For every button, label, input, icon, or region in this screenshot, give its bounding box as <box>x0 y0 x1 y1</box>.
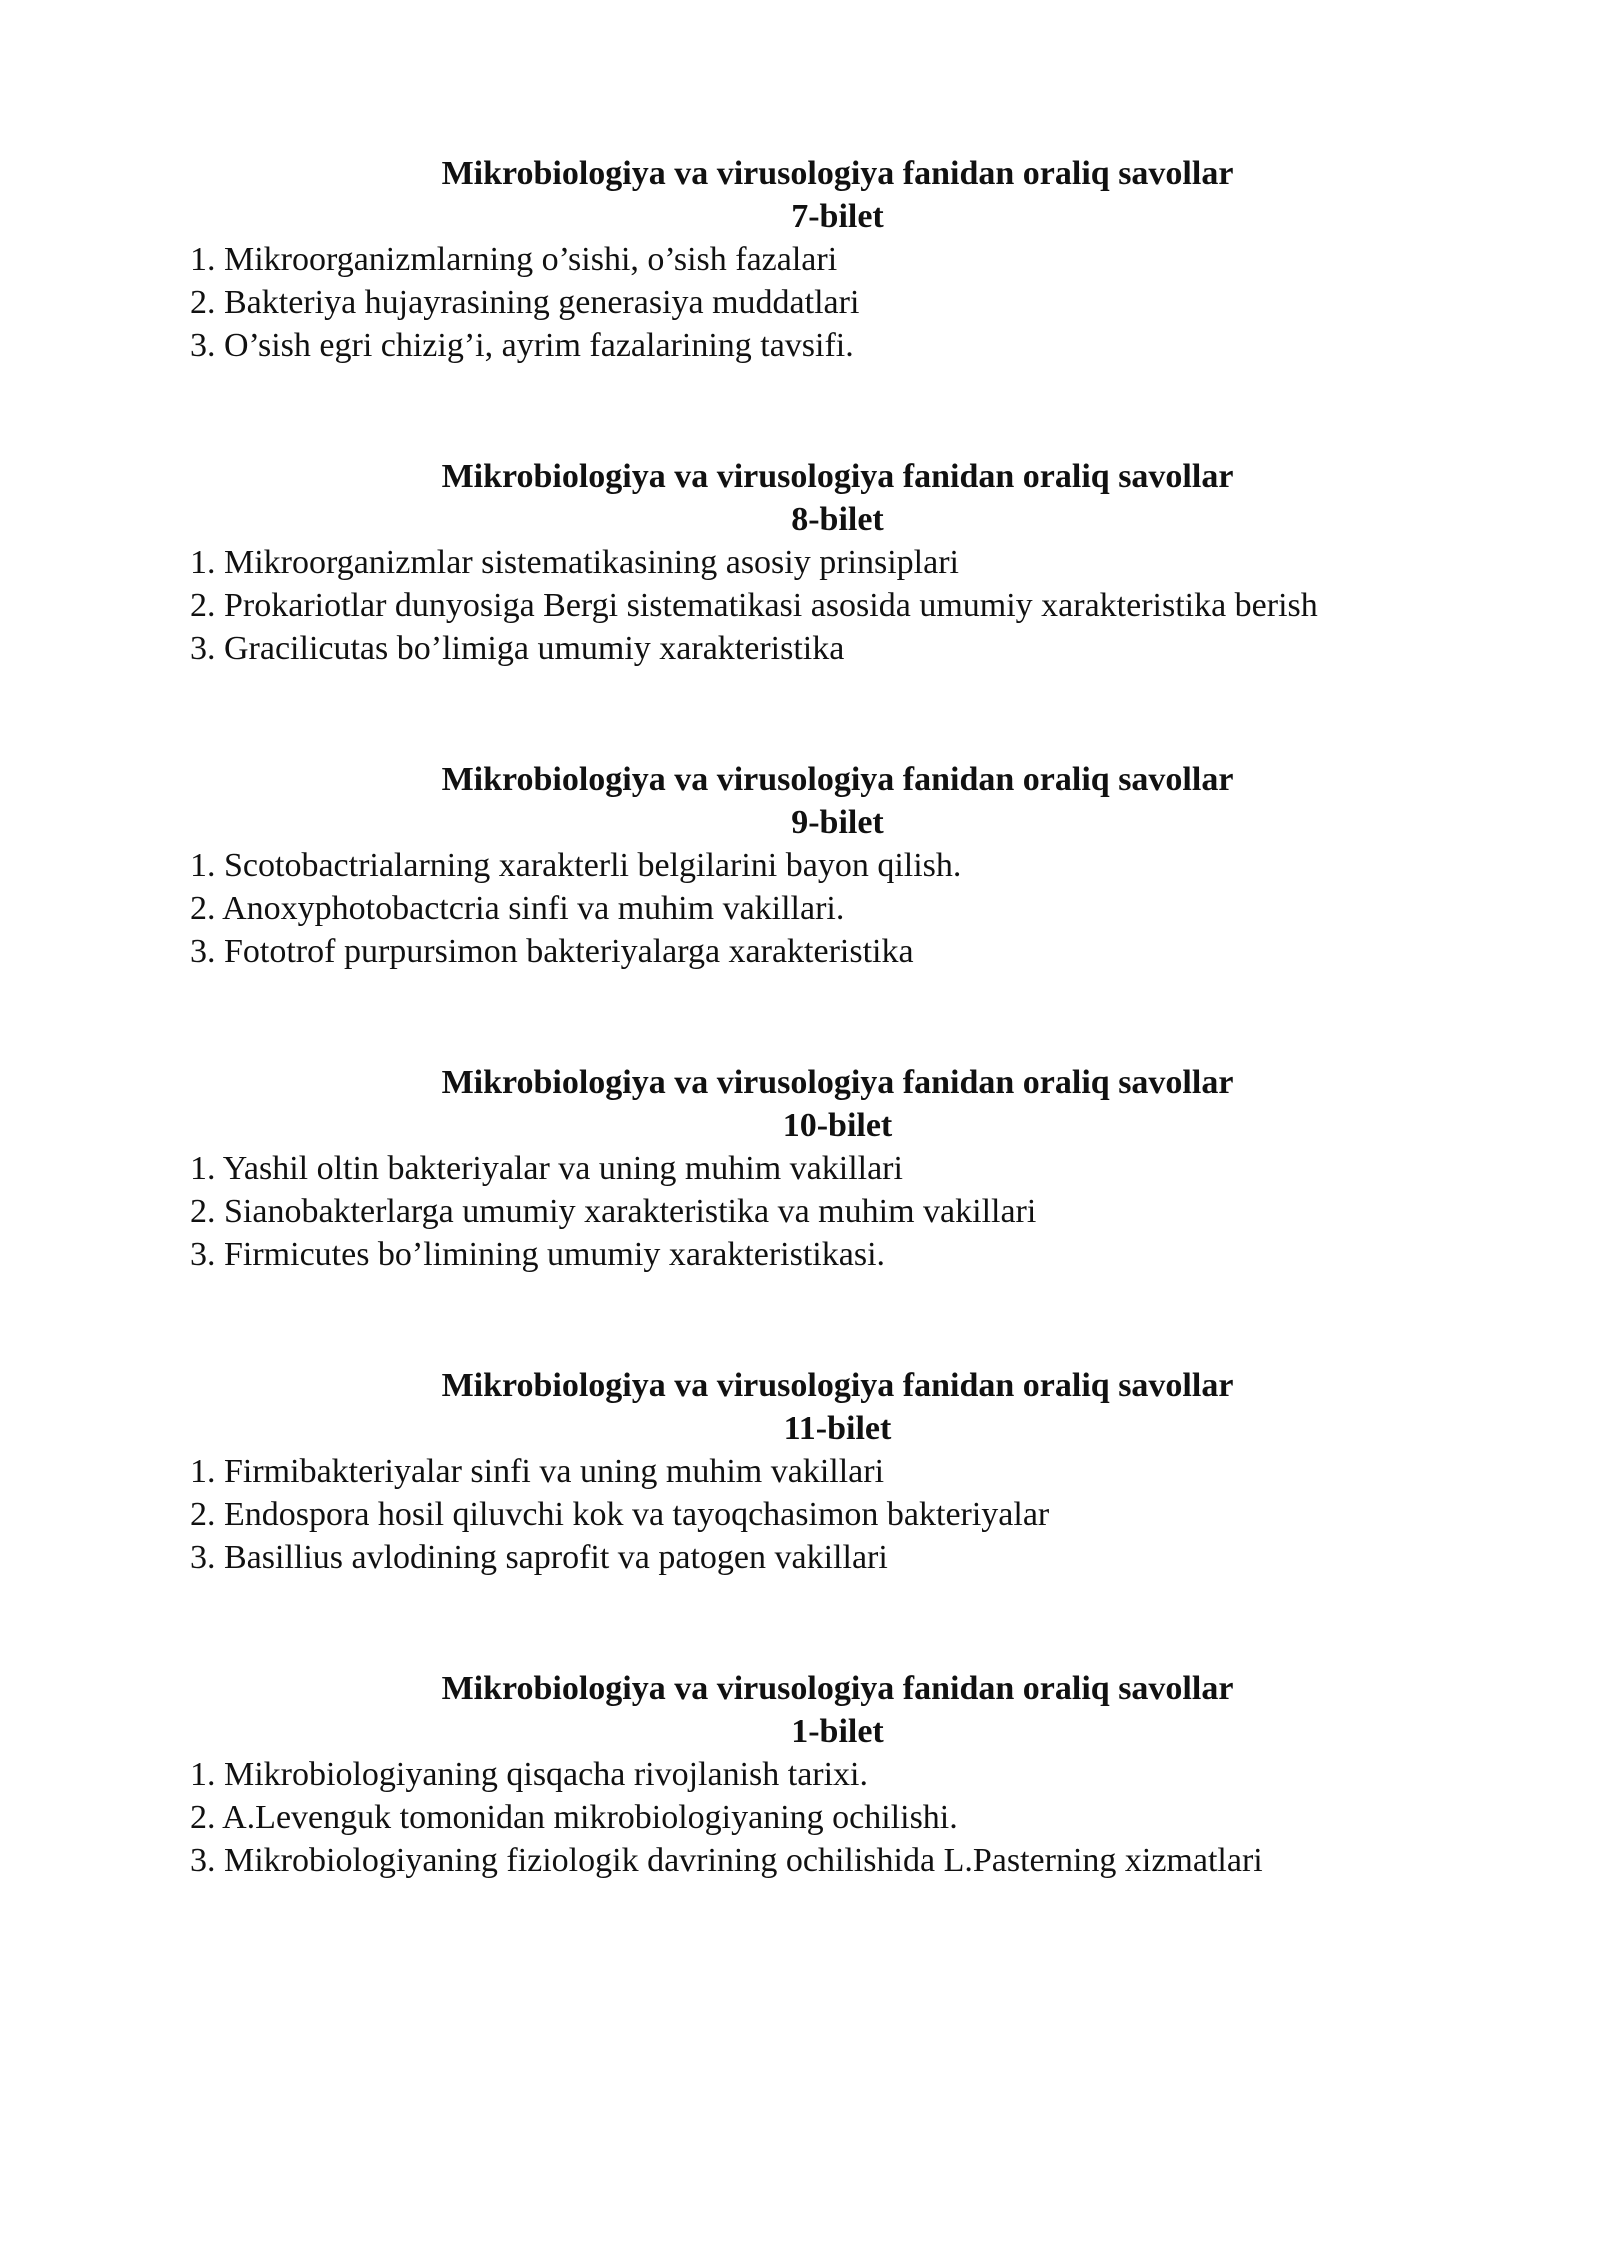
question-item: 3. Basillius avlodining saprofit va patogen vakillari <box>190 1539 888 1576</box>
question-item: 1. Mikroorganizmlar sistematikasining asosiy prinsiplari <box>190 544 959 581</box>
ticket-8 <box>190 455 1490 758</box>
ticket-title: Mikrobiologiya va virusologiya fanidan oraliq savollar <box>441 1064 1234 1101</box>
ticket-11 <box>190 1364 1490 1667</box>
ticket-number: 11-bilet <box>783 1410 892 1447</box>
question-item: 3. O’sish egri chizig’i, ayrim fazalarining tavsifi. <box>190 327 854 364</box>
question-item: 2. Sianobakterlarga umumiy xarakteristika va muhim vakillari <box>190 1193 1037 1230</box>
question-item: 3. Fototrof purpursimon bakteriyalarga xarakteristika <box>190 933 914 970</box>
question-item: 1. Mikrobiologiyaning qisqacha rivojlanish tarixi. <box>190 1756 869 1793</box>
ticket-title: Mikrobiologiya va virusologiya fanidan oraliq savollar <box>441 1367 1234 1404</box>
ticket-number: 7-bilet <box>791 198 884 235</box>
question-list <box>190 238 1490 367</box>
question-item: 1. Mikroorganizmlarning o’sishi, o’sish fazalari <box>190 241 838 278</box>
ticket-number: 1-bilet <box>791 1713 884 1750</box>
ticket-number: 9-bilet <box>791 804 884 841</box>
ticket-9 <box>190 758 1490 1061</box>
question-item: 2. Endospora hosil qiluvchi kok va tayoqchasimon bakteriyalar <box>190 1496 1050 1533</box>
question-list <box>190 1147 1490 1276</box>
ticket-title: Mikrobiologiya va virusologiya fanidan oraliq savollar <box>441 458 1234 495</box>
ticket-title: Mikrobiologiya va virusologiya fanidan oraliq savollar <box>441 1670 1234 1707</box>
question-item: 3. Gracilicutas bo’limiga umumiy xarakteristika <box>190 630 845 667</box>
question-item: 1. Scotobactrialarning xarakterli belgilarini bayon qilish. <box>190 847 962 884</box>
question-list <box>190 1753 1490 1882</box>
ticket-title: Mikrobiologiya va virusologiya fanidan oraliq savollar <box>441 155 1234 192</box>
question-item: 1. Firmibakteriyalar sinfi va uning muhim vakillari <box>190 1453 885 1490</box>
question-item: 2. A.Levenguk tomonidan mikrobiologiyaning ochilishi. <box>190 1799 958 1836</box>
question-item: 2. Bakteriya hujayrasining generasiya muddatlari <box>190 284 860 321</box>
document-page <box>190 152 1490 1970</box>
ticket-1 <box>190 1667 1490 1970</box>
question-item: 2. Prokariotlar dunyosiga Bergi sistematikasi asosida umumiy xarakteristika berish <box>190 587 1318 624</box>
ticket-number: 8-bilet <box>791 501 884 538</box>
ticket-7 <box>190 152 1490 455</box>
question-item: 1. Yashil oltin bakteriyalar va uning muhim vakillari <box>190 1150 903 1187</box>
question-list <box>190 844 1490 973</box>
question-item: 2. Anoxyphotobactcria sinfi va muhim vakillari. <box>190 890 845 927</box>
question-list <box>190 1450 1490 1579</box>
ticket-10 <box>190 1061 1490 1364</box>
question-item: 3. Mikrobiologiyaning fiziologik davrining ochilishida L.Pasterning xizmatlari <box>190 1842 1263 1879</box>
ticket-number: 10-bilet <box>782 1107 893 1144</box>
ticket-title: Mikrobiologiya va virusologiya fanidan oraliq savollar <box>441 761 1234 798</box>
question-item: 3. Firmicutes bo’limining umumiy xarakteristikasi. <box>190 1236 886 1273</box>
question-list <box>190 541 1490 670</box>
